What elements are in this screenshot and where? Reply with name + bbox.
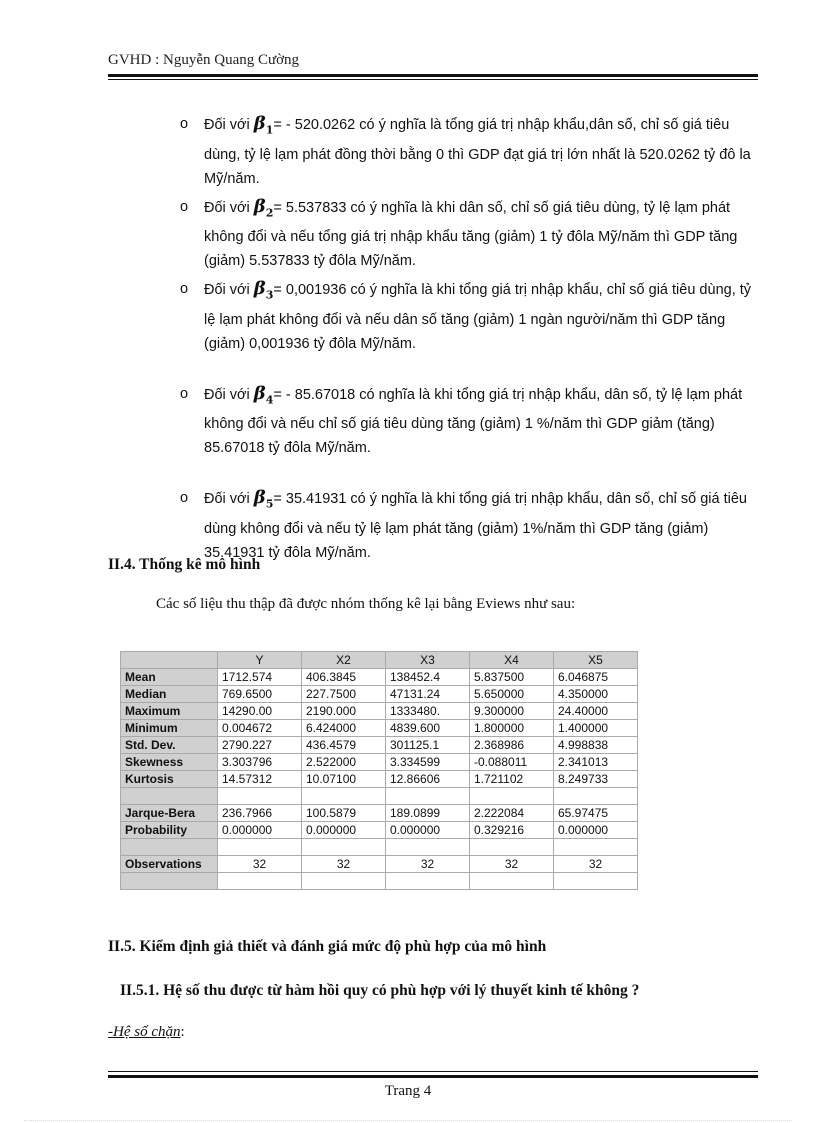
table-cell bbox=[302, 839, 386, 856]
table-row bbox=[121, 822, 638, 839]
section-title-ii4: II.4. Thống kê mô hình bbox=[108, 556, 261, 573]
table-cell bbox=[218, 873, 302, 890]
table-cell: 2790.227 bbox=[218, 737, 302, 754]
intercept-label-text: -Hệ số chặn bbox=[108, 1024, 181, 1040]
table-cell: 32 bbox=[470, 856, 554, 873]
table-cell: 0.000000 bbox=[302, 822, 386, 839]
table-cell: 14.57312 bbox=[218, 771, 302, 788]
table-cell: 32 bbox=[386, 856, 470, 873]
row-label: Probability bbox=[121, 822, 218, 839]
descriptive-stats-table bbox=[120, 651, 638, 890]
table-cell bbox=[470, 839, 554, 856]
table-cell: 8.249733 bbox=[554, 771, 638, 788]
beta-glyph: β bbox=[253, 278, 266, 300]
table-cell: 32 bbox=[554, 856, 638, 873]
table-cell: 1.400000 bbox=[554, 720, 638, 737]
footer-rule bbox=[108, 1075, 758, 1078]
table-cell: 769.6500 bbox=[218, 686, 302, 703]
row-label: Skewness bbox=[121, 754, 218, 771]
table-cell: 14290.00 bbox=[218, 703, 302, 720]
beta-subscript: 1 bbox=[265, 123, 274, 137]
row-label bbox=[121, 839, 218, 856]
table-row bbox=[121, 737, 638, 754]
beta-symbol bbox=[253, 382, 274, 407]
table-cell: 65.97475 bbox=[554, 805, 638, 822]
row-label: Std. Dev. bbox=[121, 737, 218, 754]
table-cell: 5.650000 bbox=[470, 686, 554, 703]
beta-symbol bbox=[253, 278, 274, 302]
table-row bbox=[121, 856, 638, 873]
table-cell: 4.998838 bbox=[554, 737, 638, 754]
table-cell bbox=[554, 873, 638, 890]
beta-symbol bbox=[253, 195, 274, 220]
table-cell: 24.40000 bbox=[554, 703, 638, 720]
table-row bbox=[121, 703, 638, 720]
table-cell: 406.3845 bbox=[302, 669, 386, 686]
table-cell bbox=[470, 788, 554, 805]
row-label: Mean bbox=[121, 669, 218, 686]
table-cell: 138452.4 bbox=[386, 669, 470, 686]
bullet-marker: o bbox=[180, 116, 189, 132]
table-row bbox=[121, 686, 638, 703]
section-title-ii5: II.5. Kiểm định giả thiết và đánh giá mức độ phù hợp của mô hình bbox=[108, 938, 547, 955]
coefficient-bullet bbox=[180, 112, 755, 191]
table-cell bbox=[554, 839, 638, 856]
beta-glyph: β bbox=[253, 382, 266, 404]
beta-subscript: 3 bbox=[265, 288, 274, 302]
table-cell: 2.222084 bbox=[470, 805, 554, 822]
bullet-lead: Đối với bbox=[204, 491, 254, 508]
beta-subscript: 2 bbox=[265, 206, 274, 220]
column-header bbox=[121, 652, 218, 669]
table-cell: 2.368986 bbox=[470, 737, 554, 754]
section-title-ii51: II.5.1. Hệ số thu được từ hàm hồi quy có phù hợp với lý thuyết kinh tế không ? bbox=[120, 982, 640, 999]
row-label: Observations bbox=[121, 856, 218, 873]
column-header: X4 bbox=[470, 652, 554, 669]
row-label bbox=[121, 873, 218, 890]
bullet-lead: Đối với bbox=[204, 386, 254, 403]
beta-subscript: 5 bbox=[265, 497, 274, 511]
beta-glyph: β bbox=[253, 195, 266, 217]
table-cell: 32 bbox=[302, 856, 386, 873]
bullet-lead: Đối với bbox=[204, 282, 254, 299]
table-cell: 0.004672 bbox=[218, 720, 302, 737]
table-cell bbox=[386, 873, 470, 890]
header-rule-thin bbox=[108, 79, 758, 80]
table-cell bbox=[386, 788, 470, 805]
intro-paragraph: Các số liệu thu thập đã được nhóm thống kê lại bằng Eviews như sau: bbox=[156, 596, 576, 612]
table-cell bbox=[470, 873, 554, 890]
table-cell: 1.800000 bbox=[470, 720, 554, 737]
table-row bbox=[121, 754, 638, 771]
beta-symbol bbox=[253, 113, 274, 137]
page-header: GVHD : Nguyễn Quang Cường bbox=[108, 52, 300, 68]
table-cell: 1.721102 bbox=[470, 771, 554, 788]
row-label: Kurtosis bbox=[121, 771, 218, 788]
column-header: Y bbox=[218, 652, 302, 669]
bullet-text: = 35.41931 có ý nghĩa là khi tổng giá trị nhập khẩu, dân số, chỉ số giá tiêu dùng không đổi và nếu tỷ lệ lạm phát tăng (giảm) 1%/năm thì GDP tăng (giảm) 35.41931 tỷ đôla Mỹ/năm. bbox=[204, 491, 747, 561]
coefficient-bullet bbox=[180, 195, 755, 274]
table-cell: 5.837500 bbox=[470, 669, 554, 686]
table-cell bbox=[302, 873, 386, 890]
bullet-lead: Đối với bbox=[204, 199, 254, 216]
table-cell: 0.000000 bbox=[218, 822, 302, 839]
coefficient-bullet bbox=[180, 486, 755, 565]
table-cell: 2.522000 bbox=[302, 754, 386, 771]
table-row bbox=[121, 839, 638, 856]
table-row bbox=[121, 669, 638, 686]
page-number: Trang 4 bbox=[384, 1083, 432, 1099]
bullet-text: = - 85.67018 có nghĩa là khi tổng giá trị nhập khẩu, dân số, tỷ lệ lạm phát không đổi và nếu chỉ số giá tiêu dùng tăng (giảm) 1 %/năm thì GDP giảm (tăng) 85.67018 tỷ đôla Mỹ/năm. bbox=[204, 386, 743, 457]
table-cell: 4.350000 bbox=[554, 686, 638, 703]
beta-glyph: β bbox=[253, 487, 266, 509]
table-row bbox=[121, 873, 638, 890]
coefficient-list bbox=[180, 112, 755, 569]
table-cell: 2.341013 bbox=[554, 754, 638, 771]
table-cell: 3.334599 bbox=[386, 754, 470, 771]
table-cell bbox=[302, 788, 386, 805]
table-cell: 6.424000 bbox=[302, 720, 386, 737]
bullet-marker: o bbox=[180, 198, 189, 215]
table-cell: 436.4579 bbox=[302, 737, 386, 754]
table-cell: 32 bbox=[218, 856, 302, 873]
column-header: X5 bbox=[554, 652, 638, 669]
table-cell: 6.046875 bbox=[554, 669, 638, 686]
bullet-text: = 0,001936 có ý nghĩa là khi tổng giá trị nhập khẩu, chỉ số giá tiêu dùng, tỷ lệ lạm phát không đổi và nếu dân số tăng (giảm) 1 ngàn người/năm thì GDP tăng (giảm) 0,001936 tỷ đôla Mỹ/năm. bbox=[204, 282, 752, 352]
table-cell: -0.088011 bbox=[470, 754, 554, 771]
intercept-label bbox=[108, 1024, 185, 1041]
table-row bbox=[121, 788, 638, 805]
table-cell bbox=[554, 788, 638, 805]
table-cell: 4839.600 bbox=[386, 720, 470, 737]
table-cell bbox=[386, 839, 470, 856]
table-cell: 47131.24 bbox=[386, 686, 470, 703]
row-label: Median bbox=[121, 686, 218, 703]
table-cell: 227.7500 bbox=[302, 686, 386, 703]
table-cell: 0.000000 bbox=[386, 822, 470, 839]
row-label bbox=[121, 788, 218, 805]
table-header-row bbox=[121, 652, 638, 669]
bullet-lead: Đối với bbox=[204, 117, 254, 133]
table-cell: 189.0899 bbox=[386, 805, 470, 822]
table-cell: 1712.574 bbox=[218, 669, 302, 686]
page-edge bbox=[24, 1120, 792, 1121]
column-header: X2 bbox=[302, 652, 386, 669]
table-cell: 3.303796 bbox=[218, 754, 302, 771]
beta-subscript: 4 bbox=[265, 393, 274, 407]
table-cell bbox=[218, 788, 302, 805]
beta-glyph: β bbox=[253, 113, 266, 134]
row-label: Minimum bbox=[121, 720, 218, 737]
bullet-marker: o bbox=[180, 490, 189, 507]
bullet-text: = 5.537833 có ý nghĩa là khi dân số, chỉ số giá tiêu dùng, tỷ lệ lạm phát không đổi và nếu tổng giá trị nhập khẩu tăng (giảm) 1 tỷ đôla Mỹ/năm thì GDP tăng (giảm) 5.537833 tỷ đôla Mỹ/năm. bbox=[204, 199, 738, 270]
table-cell: 0.329216 bbox=[470, 822, 554, 839]
table-cell bbox=[218, 839, 302, 856]
bullet-text: = - 520.0262 có ý nghĩa là tổng giá trị nhập khẩu,dân số, chỉ số giá tiêu dùng, tỷ lệ lạm phát đồng thời bằng 0 thì GDP đạt giá trị lớn nhất là 520.0262 tỷ đô la Mỹ/năm. bbox=[204, 117, 751, 187]
row-label: Maximum bbox=[121, 703, 218, 720]
header-rule bbox=[108, 74, 758, 77]
table-cell: 1333480. bbox=[386, 703, 470, 720]
coefficient-bullet bbox=[180, 277, 755, 356]
table-cell: 301125.1 bbox=[386, 737, 470, 754]
table-cell: 100.5879 bbox=[302, 805, 386, 822]
table-cell: 10.07100 bbox=[302, 771, 386, 788]
row-label: Jarque-Bera bbox=[121, 805, 218, 822]
table-cell: 2190.000 bbox=[302, 703, 386, 720]
table-row bbox=[121, 805, 638, 822]
bullet-marker: o bbox=[180, 385, 189, 402]
table-cell: 0.000000 bbox=[554, 822, 638, 839]
column-header: X3 bbox=[386, 652, 470, 669]
bullet-marker: o bbox=[180, 281, 189, 298]
coefficient-bullet bbox=[180, 382, 755, 461]
table-row bbox=[121, 771, 638, 788]
table-cell: 236.7966 bbox=[218, 805, 302, 822]
table-cell: 9.300000 bbox=[470, 703, 554, 720]
footer-rule-thin bbox=[108, 1071, 758, 1072]
table-row bbox=[121, 720, 638, 737]
beta-symbol bbox=[253, 487, 274, 511]
table-cell: 12.86606 bbox=[386, 771, 470, 788]
intercept-colon: : bbox=[180, 1024, 185, 1040]
